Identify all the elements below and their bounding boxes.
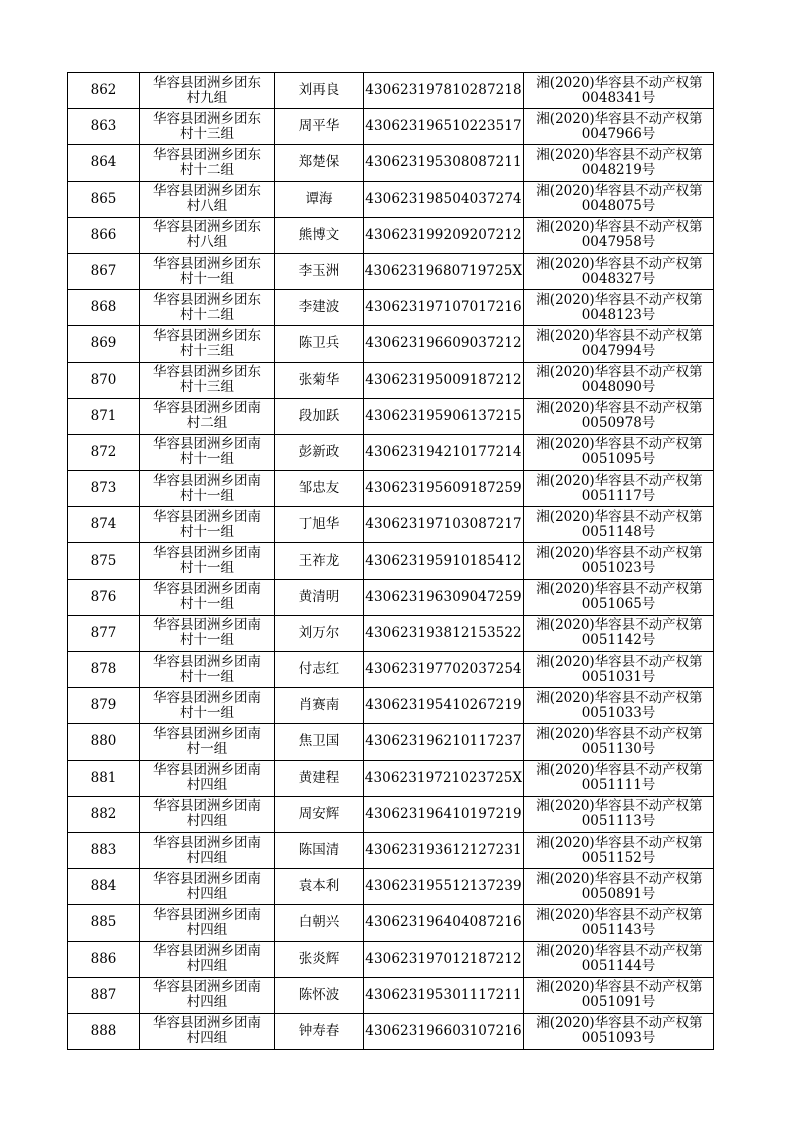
- location-line: 华容县团洲乡团南: [153, 979, 261, 996]
- certificate-line: 0051117号: [581, 487, 656, 504]
- table-row: [68, 326, 714, 362]
- location-line: 华容县团洲乡团东: [153, 146, 261, 163]
- certificate-line: 0048090号: [581, 379, 656, 396]
- location-line: 华容县团洲乡团南: [153, 834, 261, 851]
- certificate-line: 湘(2020)华容县不动产权第: [536, 400, 703, 417]
- row-number: 866: [68, 217, 140, 253]
- location-line: 村十二组: [180, 306, 234, 323]
- location-cell: [140, 1013, 275, 1049]
- location-line: 华容县团洲乡团东: [153, 183, 261, 200]
- certificate-line: 湘(2020)华容县不动产权第: [536, 74, 703, 91]
- location-line: 华容县团洲乡团南: [153, 472, 261, 489]
- location-line: 村十一组: [180, 704, 234, 721]
- certificate-line: 湘(2020)华容县不动产权第: [536, 834, 703, 851]
- owner-name: 熊博文: [275, 217, 364, 253]
- certificate-line: 0051152号: [581, 849, 656, 866]
- location-cell: [140, 471, 275, 507]
- owner-name: 肖赛南: [275, 688, 364, 724]
- table-row: [68, 253, 714, 289]
- location-line: 华容县团洲乡团南: [153, 1015, 261, 1032]
- owner-name: 张菊华: [275, 362, 364, 398]
- row-number: 865: [68, 181, 140, 217]
- id-number: 430623196603107216: [364, 1013, 524, 1049]
- table-row: [68, 832, 714, 868]
- location-line: 村四组: [186, 958, 228, 975]
- certificate-cell: [524, 471, 714, 507]
- table-row: [68, 579, 714, 615]
- row-number: 872: [68, 434, 140, 470]
- location-line: 村八组: [186, 198, 228, 215]
- location-line: 华容县团洲乡团南: [153, 870, 261, 887]
- location-line: 华容县团洲乡团南: [153, 653, 261, 670]
- id-number: 43062319721023725X: [364, 760, 524, 796]
- table-row: [68, 217, 714, 253]
- location-cell: [140, 507, 275, 543]
- certificate-line: 0051113号: [581, 813, 656, 830]
- location-line: 村九组: [186, 89, 228, 106]
- certificate-line: 湘(2020)华容县不动产权第: [536, 617, 703, 634]
- certificate-line: 0051148号: [581, 523, 656, 540]
- location-line: 华容县团洲乡团南: [153, 689, 261, 706]
- location-line: 村一组: [186, 740, 228, 757]
- certificate-line: 0051023号: [581, 560, 656, 577]
- location-cell: [140, 869, 275, 905]
- row-number: 877: [68, 615, 140, 651]
- location-line: 华容县团洲乡团东: [153, 364, 261, 381]
- location-line: 华容县团洲乡团南: [153, 798, 261, 815]
- owner-name: 钟寿春: [275, 1013, 364, 1049]
- id-number: 430623196410197219: [364, 796, 524, 832]
- row-number: 880: [68, 724, 140, 760]
- id-number: 430623196309047259: [364, 579, 524, 615]
- owner-name: 黄建程: [275, 760, 364, 796]
- owner-name: 丁旭华: [275, 507, 364, 543]
- certificate-line: 0051143号: [581, 921, 656, 938]
- row-number: 871: [68, 398, 140, 434]
- certificate-cell: [524, 398, 714, 434]
- certificate-line: 0048341号: [581, 89, 656, 106]
- owner-name: 彭新政: [275, 434, 364, 470]
- certificate-line: 湘(2020)华容县不动产权第: [536, 653, 703, 670]
- location-line: 村四组: [186, 885, 228, 902]
- id-number: 430623197012187212: [364, 941, 524, 977]
- certificate-cell: [524, 760, 714, 796]
- certificate-line: 0051144号: [581, 958, 656, 975]
- certificate-line: 湘(2020)华容县不动产权第: [536, 689, 703, 706]
- certificate-line: 0051130号: [581, 740, 656, 757]
- row-number: 878: [68, 652, 140, 688]
- location-line: 村四组: [186, 1030, 228, 1047]
- location-line: 村四组: [186, 813, 228, 830]
- location-cell: [140, 905, 275, 941]
- owner-name: 谭海: [275, 181, 364, 217]
- location-line: 村十三组: [180, 342, 234, 359]
- location-line: 村十二组: [180, 161, 234, 178]
- owner-name: 段加跃: [275, 398, 364, 434]
- owner-name: 邹忠友: [275, 471, 364, 507]
- certificate-line: 湘(2020)华容县不动产权第: [536, 183, 703, 200]
- location-line: 村十一组: [180, 596, 234, 613]
- owner-name: 付志红: [275, 652, 364, 688]
- location-line: 村十一组: [180, 668, 234, 685]
- certificate-cell: [524, 145, 714, 181]
- row-number: 879: [68, 688, 140, 724]
- location-line: 华容县团洲乡团东: [153, 255, 261, 272]
- location-cell: [140, 434, 275, 470]
- certificate-line: 湘(2020)华容县不动产权第: [536, 255, 703, 272]
- location-cell: [140, 652, 275, 688]
- id-number: 430623198504037274: [364, 181, 524, 217]
- location-cell: [140, 796, 275, 832]
- row-number: 887: [68, 977, 140, 1013]
- location-cell: [140, 615, 275, 651]
- id-number: 430623195512137239: [364, 869, 524, 905]
- owner-name: 刘再良: [275, 73, 364, 109]
- certificate-line: 0051142号: [581, 632, 656, 649]
- id-number: 430623195910185412: [364, 543, 524, 579]
- certificate-line: 湘(2020)华容县不动产权第: [536, 436, 703, 453]
- certificate-cell: [524, 290, 714, 326]
- row-number: 874: [68, 507, 140, 543]
- certificate-line: 湘(2020)华容县不动产权第: [536, 870, 703, 887]
- certificate-line: 湘(2020)华容县不动产权第: [536, 219, 703, 236]
- certificate-cell: [524, 688, 714, 724]
- id-number: 430623195609187259: [364, 471, 524, 507]
- location-cell: [140, 253, 275, 289]
- location-cell: [140, 362, 275, 398]
- certificate-line: 湘(2020)华容县不动产权第: [536, 979, 703, 996]
- certificate-cell: [524, 615, 714, 651]
- location-cell: [140, 326, 275, 362]
- certificate-line: 湘(2020)华容县不动产权第: [536, 762, 703, 779]
- table-row: [68, 362, 714, 398]
- location-cell: [140, 760, 275, 796]
- location-line: 村八组: [186, 234, 228, 251]
- location-line: 村十一组: [180, 487, 234, 504]
- location-line: 华容县团洲乡团南: [153, 508, 261, 525]
- certificate-line: 湘(2020)华容县不动产权第: [536, 545, 703, 562]
- id-number: 430623193812153522: [364, 615, 524, 651]
- certificate-line: 湘(2020)华容县不动产权第: [536, 725, 703, 742]
- id-number: 430623195308087211: [364, 145, 524, 181]
- owner-name: 刘万尔: [275, 615, 364, 651]
- location-line: 村十一组: [180, 270, 234, 287]
- row-number: 881: [68, 760, 140, 796]
- certificate-cell: [524, 109, 714, 145]
- owner-name: 周平华: [275, 109, 364, 145]
- location-cell: [140, 832, 275, 868]
- row-number: 862: [68, 73, 140, 109]
- location-cell: [140, 73, 275, 109]
- location-line: 华容县团洲乡团南: [153, 762, 261, 779]
- certificate-line: 湘(2020)华容县不动产权第: [536, 146, 703, 163]
- id-number: 430623197107017216: [364, 290, 524, 326]
- certificate-cell: [524, 507, 714, 543]
- id-number: 430623195410267219: [364, 688, 524, 724]
- row-number: 864: [68, 145, 140, 181]
- owner-name: 周安辉: [275, 796, 364, 832]
- owner-name: 焦卫国: [275, 724, 364, 760]
- certificate-line: 0051065号: [581, 596, 656, 613]
- table-row: [68, 724, 714, 760]
- location-line: 村十一组: [180, 451, 234, 468]
- location-line: 村二组: [186, 415, 228, 432]
- location-line: 华容县团洲乡团南: [153, 581, 261, 598]
- row-number: 863: [68, 109, 140, 145]
- table-row: [68, 1013, 714, 1049]
- location-cell: [140, 543, 275, 579]
- location-cell: [140, 290, 275, 326]
- location-line: 村十三组: [180, 125, 234, 142]
- certificate-line: 0048219号: [581, 161, 656, 178]
- id-number: 430623196210117237: [364, 724, 524, 760]
- row-number: 882: [68, 796, 140, 832]
- id-number: 430623197810287218: [364, 73, 524, 109]
- location-line: 村十一组: [180, 632, 234, 649]
- table-row: [68, 543, 714, 579]
- row-number: 888: [68, 1013, 140, 1049]
- table-row: [68, 760, 714, 796]
- certificate-cell: [524, 579, 714, 615]
- table-row: [68, 652, 714, 688]
- certificate-cell: [524, 1013, 714, 1049]
- certificate-line: 湘(2020)华容县不动产权第: [536, 906, 703, 923]
- table-row: [68, 145, 714, 181]
- location-cell: [140, 109, 275, 145]
- location-line: 华容县团洲乡团南: [153, 545, 261, 562]
- id-number: 430623195301117211: [364, 977, 524, 1013]
- location-line: 华容县团洲乡团南: [153, 943, 261, 960]
- table-row: [68, 507, 714, 543]
- owner-name: 陈卫兵: [275, 326, 364, 362]
- table-row: [68, 471, 714, 507]
- row-number: 870: [68, 362, 140, 398]
- certificate-cell: [524, 652, 714, 688]
- certificate-line: 湘(2020)华容县不动产权第: [536, 364, 703, 381]
- location-cell: [140, 398, 275, 434]
- table-row: [68, 688, 714, 724]
- certificate-cell: [524, 724, 714, 760]
- property-register-table: [67, 72, 714, 1050]
- table-row: [68, 290, 714, 326]
- certificate-line: 0051093号: [581, 1030, 656, 1047]
- certificate-line: 湘(2020)华容县不动产权第: [536, 508, 703, 525]
- certificate-cell: [524, 905, 714, 941]
- id-number: 430623197103087217: [364, 507, 524, 543]
- row-number: 884: [68, 869, 140, 905]
- certificate-line: 湘(2020)华容县不动产权第: [536, 943, 703, 960]
- table-row: [68, 905, 714, 941]
- row-number: 883: [68, 832, 140, 868]
- location-cell: [140, 977, 275, 1013]
- certificate-line: 0050978号: [581, 415, 656, 432]
- certificate-line: 0051095号: [581, 451, 656, 468]
- location-line: 华容县团洲乡团东: [153, 219, 261, 236]
- table-row: [68, 615, 714, 651]
- certificate-line: 湘(2020)华容县不动产权第: [536, 581, 703, 598]
- id-number: 430623195009187212: [364, 362, 524, 398]
- location-line: 华容县团洲乡团东: [153, 110, 261, 127]
- location-line: 村十三组: [180, 379, 234, 396]
- certificate-cell: [524, 796, 714, 832]
- certificate-line: 0047994号: [581, 342, 656, 359]
- location-line: 村四组: [186, 849, 228, 866]
- certificate-cell: [524, 543, 714, 579]
- certificate-line: 湘(2020)华容县不动产权第: [536, 798, 703, 815]
- certificate-line: 湘(2020)华容县不动产权第: [536, 110, 703, 127]
- id-number: 430623199209207212: [364, 217, 524, 253]
- location-line: 华容县团洲乡团东: [153, 291, 261, 308]
- location-line: 村四组: [186, 994, 228, 1011]
- row-number: 886: [68, 941, 140, 977]
- table-row: [68, 869, 714, 905]
- certificate-cell: [524, 434, 714, 470]
- owner-name: 黄清明: [275, 579, 364, 615]
- table-row: [68, 434, 714, 470]
- table-body: [68, 73, 714, 1050]
- id-number: 430623196404087216: [364, 905, 524, 941]
- certificate-cell: [524, 941, 714, 977]
- owner-name: 郑楚保: [275, 145, 364, 181]
- row-number: 885: [68, 905, 140, 941]
- table-row: [68, 796, 714, 832]
- certificate-cell: [524, 181, 714, 217]
- certificate-cell: [524, 832, 714, 868]
- certificate-line: 0048327号: [581, 270, 656, 287]
- id-number: 430623194210177214: [364, 434, 524, 470]
- owner-name: 王祚龙: [275, 543, 364, 579]
- location-line: 华容县团洲乡团南: [153, 617, 261, 634]
- table-row: [68, 398, 714, 434]
- location-cell: [140, 217, 275, 253]
- row-number: 869: [68, 326, 140, 362]
- owner-name: 李建波: [275, 290, 364, 326]
- id-number: 430623196609037212: [364, 326, 524, 362]
- location-cell: [140, 941, 275, 977]
- row-number: 868: [68, 290, 140, 326]
- row-number: 873: [68, 471, 140, 507]
- location-line: 华容县团洲乡团南: [153, 400, 261, 417]
- owner-name: 袁本利: [275, 869, 364, 905]
- row-number: 875: [68, 543, 140, 579]
- table-row: [68, 73, 714, 109]
- certificate-cell: [524, 869, 714, 905]
- table-row: [68, 977, 714, 1013]
- location-line: 村十一组: [180, 560, 234, 577]
- id-number: 430623196510223517: [364, 109, 524, 145]
- id-number: 43062319680719725X: [364, 253, 524, 289]
- table-row: [68, 941, 714, 977]
- certificate-line: 0047958号: [581, 234, 656, 251]
- location-line: 华容县团洲乡团南: [153, 725, 261, 742]
- owner-name: 陈怀波: [275, 977, 364, 1013]
- certificate-line: 0051091号: [581, 994, 656, 1011]
- location-line: 村四组: [186, 777, 228, 794]
- owner-name: 陈国清: [275, 832, 364, 868]
- owner-name: 白朝兴: [275, 905, 364, 941]
- certificate-line: 湘(2020)华容县不动产权第: [536, 1015, 703, 1032]
- location-line: 村四组: [186, 921, 228, 938]
- certificate-line: 0051031号: [581, 668, 656, 685]
- certificate-line: 湘(2020)华容县不动产权第: [536, 291, 703, 308]
- certificate-line: 0051111号: [581, 777, 656, 794]
- location-line: 华容县团洲乡团南: [153, 906, 261, 923]
- certificate-line: 0050891号: [581, 885, 656, 902]
- location-line: 华容县团洲乡团东: [153, 74, 261, 91]
- location-cell: [140, 579, 275, 615]
- certificate-cell: [524, 977, 714, 1013]
- certificate-line: 湘(2020)华容县不动产权第: [536, 472, 703, 489]
- id-number: 430623193612127231: [364, 832, 524, 868]
- location-cell: [140, 181, 275, 217]
- location-line: 华容县团洲乡团东: [153, 327, 261, 344]
- certificate-line: 0048075号: [581, 198, 656, 215]
- certificate-line: 0051033号: [581, 704, 656, 721]
- certificate-line: 0047966号: [581, 125, 656, 142]
- row-number: 867: [68, 253, 140, 289]
- location-line: 村十一组: [180, 523, 234, 540]
- certificate-cell: [524, 253, 714, 289]
- id-number: 430623195906137215: [364, 398, 524, 434]
- location-cell: [140, 688, 275, 724]
- location-cell: [140, 145, 275, 181]
- certificate-cell: [524, 362, 714, 398]
- location-line: 华容县团洲乡团南: [153, 436, 261, 453]
- id-number: 430623197702037254: [364, 652, 524, 688]
- certificate-cell: [524, 73, 714, 109]
- owner-name: 李玉洲: [275, 253, 364, 289]
- certificate-cell: [524, 326, 714, 362]
- certificate-line: 湘(2020)华容县不动产权第: [536, 327, 703, 344]
- owner-name: 张炎辉: [275, 941, 364, 977]
- certificate-cell: [524, 217, 714, 253]
- table-row: [68, 181, 714, 217]
- location-cell: [140, 724, 275, 760]
- certificate-line: 0048123号: [581, 306, 656, 323]
- table-row: [68, 109, 714, 145]
- row-number: 876: [68, 579, 140, 615]
